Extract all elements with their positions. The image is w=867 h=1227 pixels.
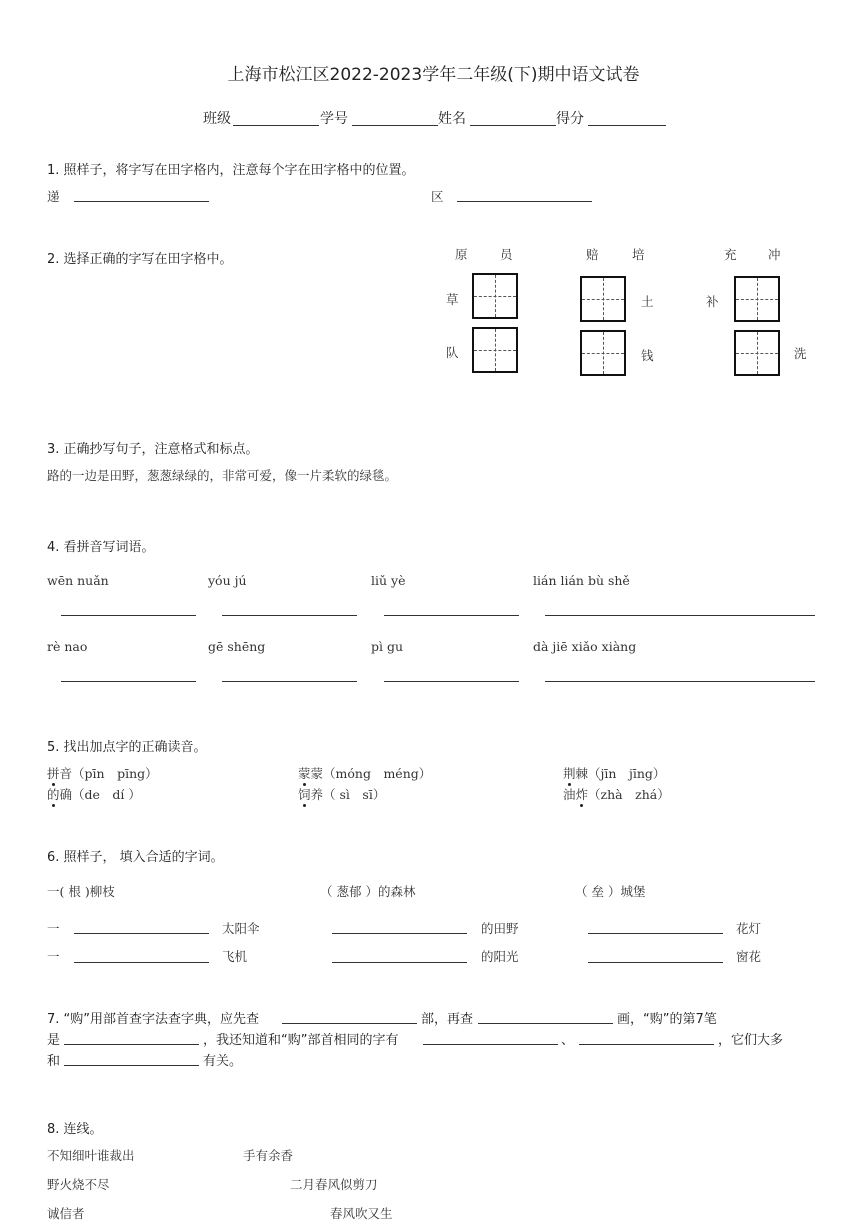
q6-yi: 一 [47,921,60,936]
answer-blank[interactable] [545,615,815,616]
q7-text: 、 [561,1033,575,1048]
q1-prompt: 1. 照样子，将字写在田字格内，注意每个字在田字格中的位置。 [47,163,415,178]
class-blank[interactable] [233,125,319,126]
q7-text: ，我还知道和“购”部首相同的字有 [203,1033,399,1048]
tianzige-box[interactable] [580,330,626,376]
answer-blank[interactable] [74,962,209,963]
tianzige-box[interactable] [734,330,780,376]
answer-blank[interactable] [222,615,357,616]
number-label: 学号 [320,111,348,127]
q2-g3-opt2: 冲 [768,247,781,262]
pronunciation-item[interactable] [563,764,665,782]
pinyin-label: rè nao [47,639,88,654]
q2-g1-opt1: 原 [455,247,468,262]
answer-blank[interactable] [384,681,519,682]
q2-prompt: 2. 选择正确的字写在田字格中。 [47,252,233,267]
answer-blank[interactable] [61,615,196,616]
match-right-item[interactable]: 春风吹又生 [330,1206,393,1221]
match-left-item[interactable]: 不知细叶谁裁出 [47,1148,135,1163]
q6-word: 太阳伞 [222,921,260,936]
q2-g3-opt1: 充 [724,247,737,262]
tianzige-box[interactable] [734,276,780,322]
q1-char-2: 区 [431,189,444,204]
q6-yi: 一 [47,949,60,964]
q2-g2-opt2: 培 [632,247,645,262]
answer-blank[interactable] [478,1023,613,1024]
dotted-char: 蒙 [298,766,311,781]
pronunciation-item[interactable] [47,785,141,803]
pronunciation-options: 蒙（móng méng） [310,766,432,781]
pinyin-label: dà jiē xiǎo xiàng [533,639,637,654]
pronunciation-item[interactable] [563,785,670,803]
q7-text: ，它们大多 [718,1033,784,1048]
q6-prompt: 6. 照样子， 填入合适的字词。 [47,850,224,865]
dotted-char: 的 [47,787,60,802]
pinyin-label: yóu jú [208,573,247,588]
pronunciation-item[interactable] [298,785,385,803]
q2-g2-opt1: 赔 [586,247,599,262]
plain-char: 油 [563,787,576,802]
q7-text: 7. “购”用部首查字法查字典，应先查 [47,1012,260,1027]
q4-prompt: 4. 看拼音写词语。 [47,540,155,555]
number-blank[interactable] [352,125,438,126]
name-label: 姓名 [438,111,466,127]
answer-blank[interactable] [64,1065,199,1066]
pronunciation-options: 棘（jīn jīng） [575,766,666,781]
q6-word: 花灯 [736,921,762,936]
q6-word: 的阳光 [481,949,519,964]
pinyin-label: wēn nuǎn [47,573,109,588]
answer-blank[interactable] [64,1044,199,1045]
answer-blank[interactable] [332,962,467,963]
q7-text: 画，“购”的第7笔 [617,1012,717,1027]
q2-g1-left2: 队 [446,345,459,360]
q6-word: 飞机 [222,949,248,964]
q2-g2-right1: 土 [641,294,654,309]
q6-example-1: 一( 根 )柳枝 [47,884,115,899]
score-label: 得分 [556,111,584,127]
dotted-char: 荆 [563,766,576,781]
pronunciation-item[interactable] [47,764,158,782]
answer-blank[interactable] [61,681,196,682]
answer-blank[interactable] [222,681,357,682]
answer-blank[interactable] [545,681,815,682]
q7-text: 是 [47,1033,61,1048]
q1-blank-1[interactable] [74,201,209,202]
answer-blank[interactable] [332,933,467,934]
tianzige-box[interactable] [580,276,626,322]
q6-example-2: （ 葱郁 ）的森林 [320,884,416,899]
answer-blank[interactable] [74,933,209,934]
page-title: 上海市松江区2022-2023学年二年级(下)期中语文试卷 [227,65,640,85]
q1-blank-2[interactable] [457,201,592,202]
q2-g1-opt2: 员 [500,247,513,262]
q3-prompt: 3. 正确抄写句子，注意格式和标点。 [47,442,259,457]
q2-g2-right2: 钱 [641,348,654,363]
pinyin-label: pì gu [371,639,404,654]
pinyin-label: liǔ yè [371,573,406,588]
q8-prompt: 8. 连线。 [47,1122,103,1137]
q6-example-3: （ 垒 ）城堡 [575,884,646,899]
match-right-item[interactable]: 二月春风似剪刀 [290,1177,378,1192]
answer-blank[interactable] [282,1023,417,1024]
q2-g1-left1: 草 [446,292,459,307]
q2-g3-right2: 洗 [794,346,807,361]
dotted-char: 炸 [575,787,589,802]
pinyin-label: gē shēng [208,639,266,654]
answer-blank[interactable] [423,1044,558,1045]
q7-text: 部，再查 [421,1012,474,1027]
pronunciation-options: 养（ sì sī） [310,787,386,802]
tianzige-box[interactable] [472,327,518,373]
q5-prompt: 5. 找出加点字的正确读音。 [47,740,207,755]
answer-blank[interactable] [588,933,723,934]
match-right-item[interactable]: 手有余香 [243,1148,294,1163]
answer-blank[interactable] [384,615,519,616]
tianzige-box[interactable] [472,273,518,319]
pronunciation-options: 音（pīn pīng） [59,766,158,781]
q6-word: 窗花 [736,949,762,964]
q7-text: 和 [47,1054,61,1069]
score-blank[interactable] [588,125,666,126]
answer-blank[interactable] [579,1044,714,1045]
q3-sentence: 路的一边是田野，葱葱绿绿的，非常可爱，像一片柔软的绿毯。 [47,468,398,483]
class-label: 班级 [203,111,231,127]
dotted-char: 拼 [47,766,60,781]
dotted-char: 饲 [298,787,311,802]
pronunciation-options: （zhà zhá） [588,787,670,802]
match-left-item[interactable]: 诚信者 [47,1206,85,1221]
match-left-item[interactable]: 野火烧不尽 [47,1177,110,1192]
q1-char-1: 递 [47,189,60,204]
q2-g3-left1: 补 [706,294,719,309]
pronunciation-options: 确（de dí ） [59,787,141,802]
answer-blank[interactable] [588,962,723,963]
q6-word: 的田野 [481,921,519,936]
name-blank[interactable] [470,125,556,126]
pronunciation-item[interactable] [298,764,431,782]
q7-text: 有关。 [203,1054,243,1069]
pinyin-label: lián lián bù shě [533,573,630,588]
